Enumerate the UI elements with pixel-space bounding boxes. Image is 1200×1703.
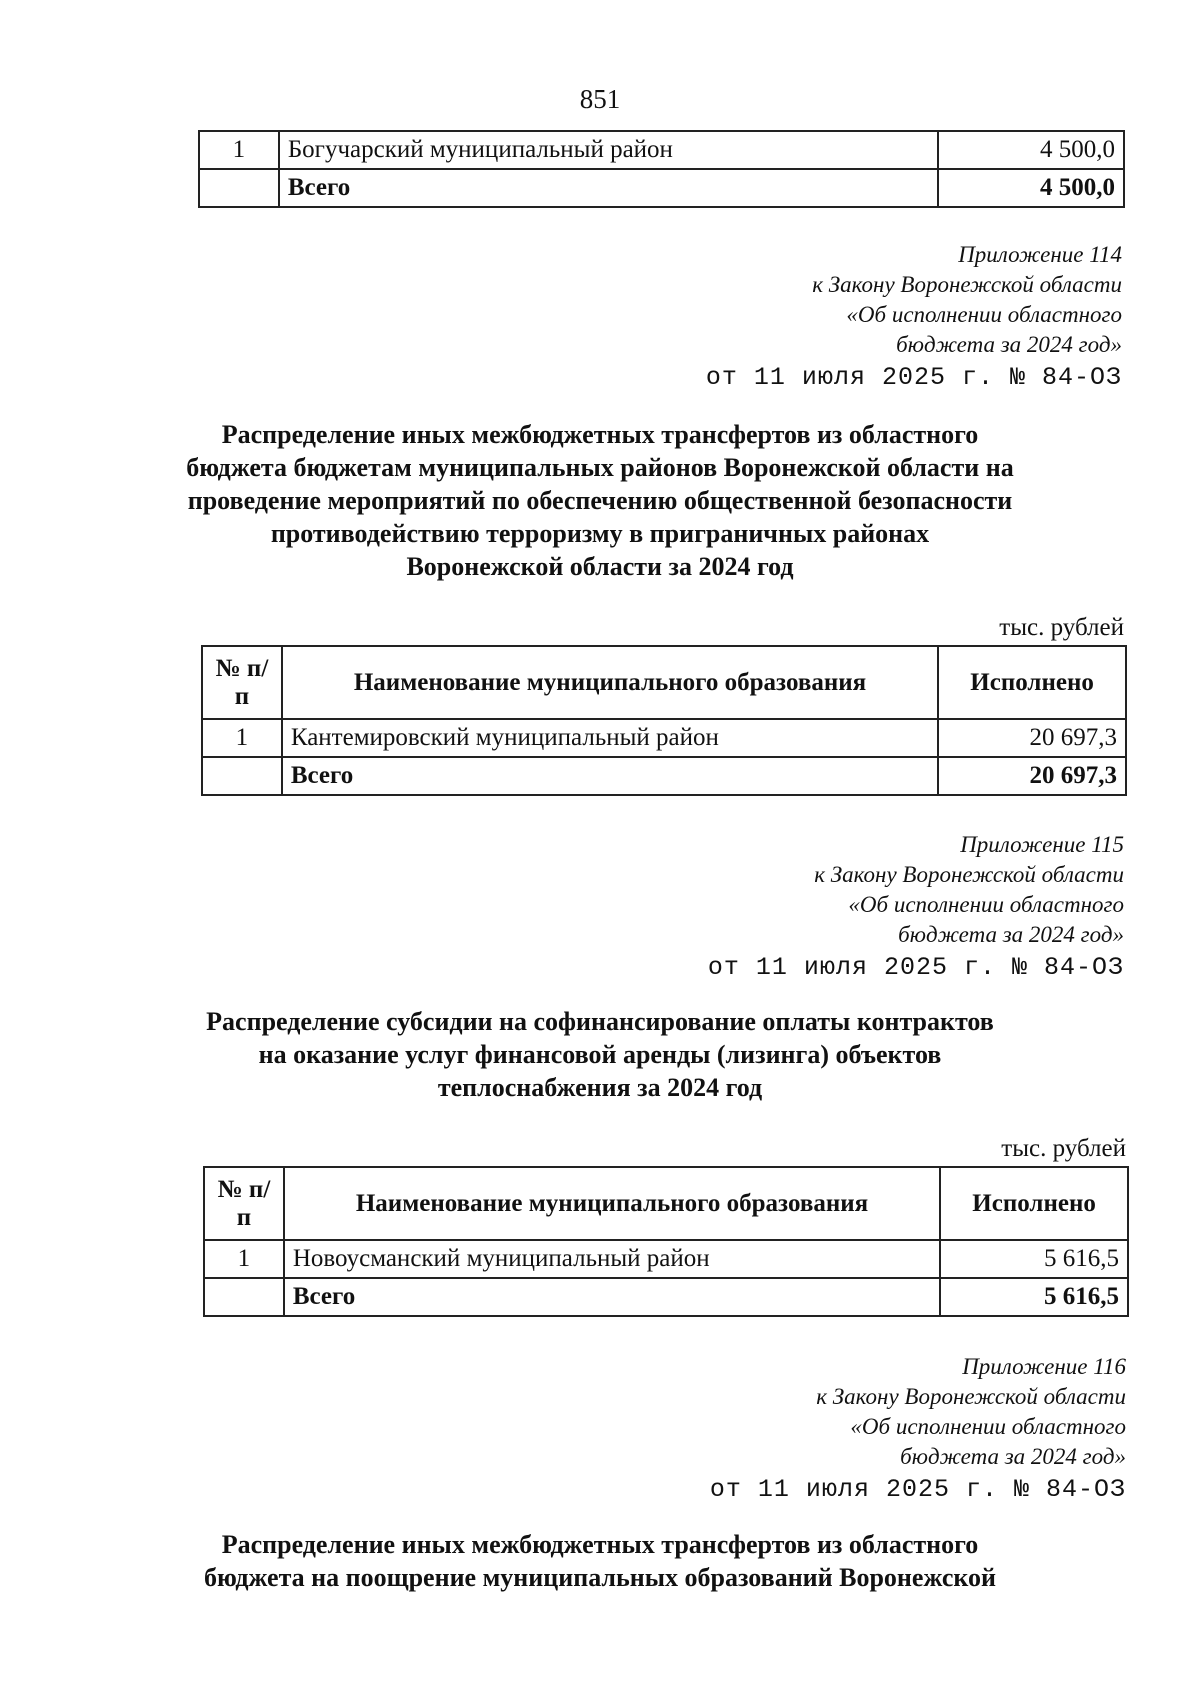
executed-value: 4 500,0 bbox=[938, 131, 1124, 169]
title-line: теплоснабжения за 2024 год bbox=[437, 1073, 763, 1102]
table-top bbox=[198, 130, 1125, 208]
title-line: Воронежской области за 2024 год bbox=[406, 552, 794, 581]
total-label: Всего bbox=[279, 169, 939, 207]
appendix-number: Приложение 114 bbox=[958, 242, 1122, 267]
appendix-law-title-cont: бюджета за 2024 год» bbox=[900, 1444, 1126, 1469]
header-num: № п/п bbox=[204, 1167, 284, 1240]
appendix-law: к Закону Воронежской области bbox=[812, 272, 1122, 297]
total-row bbox=[202, 757, 1126, 795]
total-label: Всего bbox=[284, 1278, 940, 1316]
total-row bbox=[199, 169, 1124, 207]
title-line: противодействию терроризму в приграничных районах bbox=[270, 519, 930, 548]
row-number: 1 bbox=[199, 131, 279, 169]
row-number: 1 bbox=[204, 1240, 284, 1278]
title-line: проведение мероприятий по обеспечению общественной безопасности bbox=[187, 486, 1013, 515]
table-115 bbox=[203, 1166, 1129, 1317]
appendix-law-title: «Об исполнении областного bbox=[850, 1414, 1126, 1439]
law-date: от 11 июля 2025 г. № 84-ОЗ bbox=[705, 363, 1122, 392]
table-row bbox=[202, 719, 1126, 757]
total-value: 5 616,5 bbox=[940, 1278, 1128, 1316]
header-value: Исполнено bbox=[940, 1167, 1128, 1240]
empty-cell bbox=[202, 757, 282, 795]
appendix-law-title-cont: бюджета за 2024 год» bbox=[898, 922, 1124, 947]
appendix-number: Приложение 115 bbox=[960, 832, 1124, 857]
executed-value: 20 697,3 bbox=[938, 719, 1126, 757]
title-line: на оказание услуг финансовой аренды (лизинга) объектов bbox=[258, 1040, 942, 1069]
title-line: Распределение иных межбюджетных трансфертов из областного bbox=[221, 420, 979, 449]
total-label: Всего bbox=[282, 757, 938, 795]
appendix-114-caption bbox=[522, 240, 1122, 396]
header-name: Наименование муниципального образования bbox=[284, 1167, 940, 1240]
appendix-116-caption bbox=[526, 1352, 1126, 1508]
total-value: 4 500,0 bbox=[938, 169, 1124, 207]
empty-cell bbox=[199, 169, 279, 207]
executed-value: 5 616,5 bbox=[940, 1240, 1128, 1278]
units-label: тыс. рублей bbox=[1001, 1135, 1126, 1162]
page-number: 851 bbox=[579, 84, 621, 114]
municipality-name: Новоусманский муниципальный район bbox=[284, 1240, 940, 1278]
title-line: Распределение иных межбюджетных трансфертов из областного bbox=[221, 1530, 979, 1559]
row-number: 1 bbox=[202, 719, 282, 757]
municipality-name: Богучарский муниципальный район bbox=[279, 131, 939, 169]
appendix-law-title-cont: бюджета за 2024 год» bbox=[896, 332, 1122, 357]
title-line: бюджета на поощрение муниципальных образований Воронежской bbox=[204, 1563, 996, 1592]
table-header-row bbox=[202, 646, 1126, 719]
appendix-law-title: «Об исполнении областного bbox=[846, 302, 1122, 327]
section-title-114 bbox=[150, 418, 1050, 583]
header-value: Исполнено bbox=[938, 646, 1126, 719]
title-line: бюджета бюджетам муниципальных районов Воронежской области на bbox=[186, 453, 1014, 482]
law-date: от 11 июля 2025 г. № 84-ОЗ bbox=[707, 953, 1124, 982]
empty-cell bbox=[204, 1278, 284, 1316]
appendix-law: к Закону Воронежской области bbox=[814, 862, 1124, 887]
header-name: Наименование муниципального образования bbox=[282, 646, 938, 719]
header-num: № п/п bbox=[202, 646, 282, 719]
total-value: 20 697,3 bbox=[938, 757, 1126, 795]
table-row bbox=[204, 1240, 1128, 1278]
appendix-law-title: «Об исполнении областного bbox=[848, 892, 1124, 917]
table-114 bbox=[201, 645, 1127, 796]
units-label: тыс. рублей bbox=[999, 614, 1124, 641]
table-row bbox=[199, 131, 1124, 169]
table-header-row bbox=[204, 1167, 1128, 1240]
appendix-115-caption bbox=[524, 830, 1124, 986]
title-line: Распределение субсидии на софинансирование оплаты контрактов bbox=[206, 1007, 994, 1036]
section-title-116 bbox=[150, 1528, 1050, 1594]
municipality-name: Кантемировский муниципальный район bbox=[282, 719, 938, 757]
total-row bbox=[204, 1278, 1128, 1316]
law-date: от 11 июля 2025 г. № 84-ОЗ bbox=[709, 1475, 1126, 1504]
appendix-number: Приложение 116 bbox=[962, 1354, 1126, 1379]
section-title-115 bbox=[150, 1005, 1050, 1104]
appendix-law: к Закону Воронежской области bbox=[816, 1384, 1126, 1409]
